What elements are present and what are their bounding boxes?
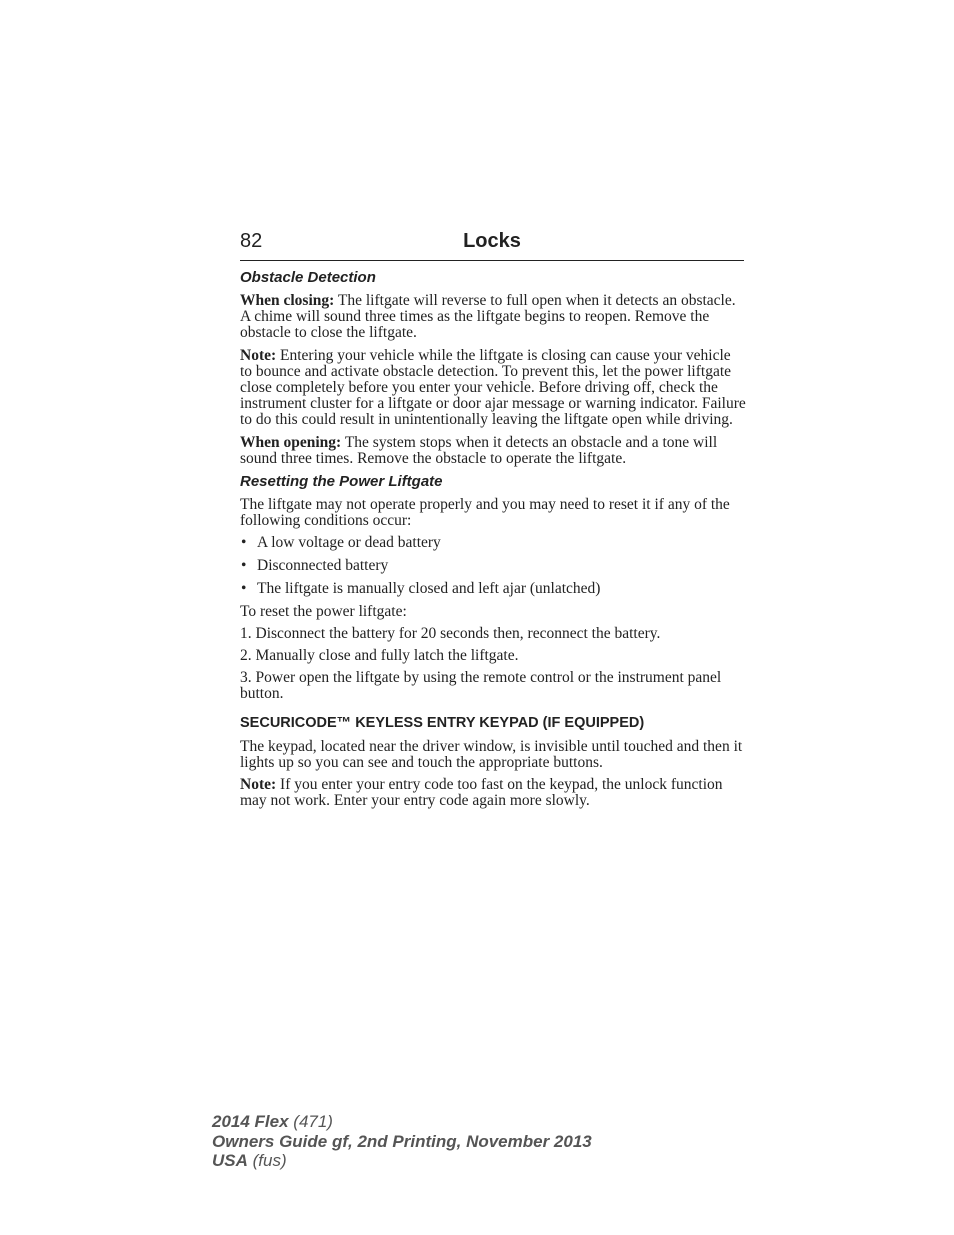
bullet-icon: •: [241, 557, 247, 575]
resetting-intro: The liftgate may not operate properly and you may need to reset it if any of the following conditions occur:: [240, 496, 730, 530]
bullet-icon: •: [241, 579, 247, 597]
note-paragraph: Note: Entering your vehicle while the liftgate is closing can cause your vehicle to bounce and activate obstacle detection. To prevent this, let the power liftgate close completely before you enter your vehicle. Before driving off, check the instrument cluster for a liftgate or door ajar message or warning indicator. Failure to do this could result in unintentionally leaving the liftgate open while driving.: [240, 346, 746, 429]
when-closing-paragraph: When closing: The liftgate will reverse to full open when it detects an obstacle. A chime will sound three times as the liftgate begins to reopen. Remove the obstacle to close the liftgate.: [240, 292, 736, 342]
keypad-paragraph: The keypad, located near the driver window, is invisible until touched and then it lights up so you can see and touch the appropriate buttons.: [240, 737, 743, 771]
footer-model-line: 2014 Flex (471): [212, 1112, 333, 1131]
steps-intro: To reset the power liftgate:: [240, 602, 407, 620]
page-header: [240, 228, 744, 261]
bullet-icon: •: [241, 534, 247, 552]
page-content: [240, 266, 746, 815]
list-item: 1. Disconnect the battery for 20 seconds then, reconnect the battery.: [240, 624, 661, 642]
list-item: 2. Manually close and fully latch the liftgate.: [240, 646, 519, 664]
obstacle-detection-heading: Obstacle Detection: [240, 269, 376, 286]
keypad-note-paragraph: Note: If you enter your entry code too fast on the keypad, the unlock function may not work. Enter your entry code again more slowly.: [240, 775, 723, 810]
page-footer: [212, 1112, 592, 1171]
list-item: • The liftgate is manually closed and left ajar (unlatched): [241, 579, 601, 597]
conditions-list: [240, 535, 746, 597]
chapter-title: Locks: [463, 230, 521, 252]
resetting-heading: Resetting the Power Liftgate: [240, 473, 443, 491]
when-opening-paragraph: When opening: The system stops when it detects an obstacle and a tone will sound three times. Remove the obstacle to operate the liftgate.: [240, 433, 718, 467]
reset-steps: [240, 626, 746, 703]
footer-printing-line: Owners Guide gf, 2nd Printing, November 2013: [212, 1131, 592, 1151]
keypad-heading: SECURICODE™ KEYLESS ENTRY KEYPAD (IF EQUIPPED): [240, 714, 645, 731]
footer-market-line: USA (fus): [212, 1151, 287, 1170]
page-number: 82: [240, 230, 263, 252]
list-item: • Disconnected battery: [241, 557, 389, 575]
list-item: • A low voltage or dead battery: [241, 534, 441, 552]
list-item: 3. Power open the liftgate by using the remote control or the instrument panel button.: [240, 669, 722, 703]
